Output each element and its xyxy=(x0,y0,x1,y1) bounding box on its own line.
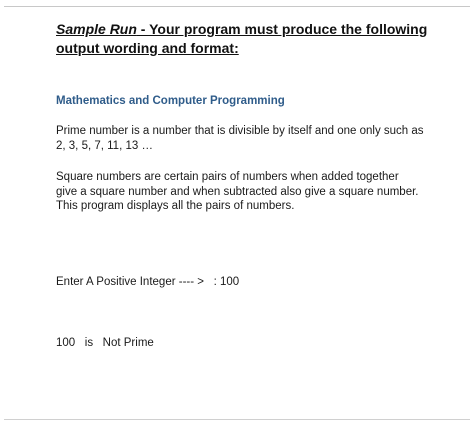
result-number: 100 xyxy=(56,337,76,349)
square-description xyxy=(56,170,456,214)
square-line-1: Square numbers are certain pairs of numbers when added together xyxy=(56,171,399,183)
prime-line-1: Prime number is a number that is divisible by itself and one only such as xyxy=(56,125,424,137)
prompt-value: 100 xyxy=(219,276,240,288)
prompt-label: Enter A Positive Integer ---- > xyxy=(56,276,204,288)
instructions-heading xyxy=(56,20,456,58)
prompt-separator: : xyxy=(213,276,217,288)
program-title: Mathematics and Computer Programming xyxy=(56,95,285,107)
prime-description xyxy=(56,124,456,153)
prime-line-2: 2, 3, 5, 7, 11, 13 … xyxy=(56,139,153,152)
result-text: is Not Prime xyxy=(84,337,154,349)
heading-line-1 xyxy=(56,20,456,39)
bottom-border xyxy=(4,419,470,420)
heading-line-2 xyxy=(56,39,456,58)
square-line-2: give a square number and when subtracted also give a square number. xyxy=(56,185,419,198)
heading-text-2: output wording and format: xyxy=(56,40,239,56)
input-prompt xyxy=(56,276,239,288)
heading-text-1: - Your program must produce the following xyxy=(136,21,428,37)
square-line-3: This program displays all the pairs of numbers. xyxy=(56,200,295,212)
top-border xyxy=(4,6,470,7)
sample-run-label: Sample Run xyxy=(56,21,137,37)
result-output xyxy=(56,337,154,349)
